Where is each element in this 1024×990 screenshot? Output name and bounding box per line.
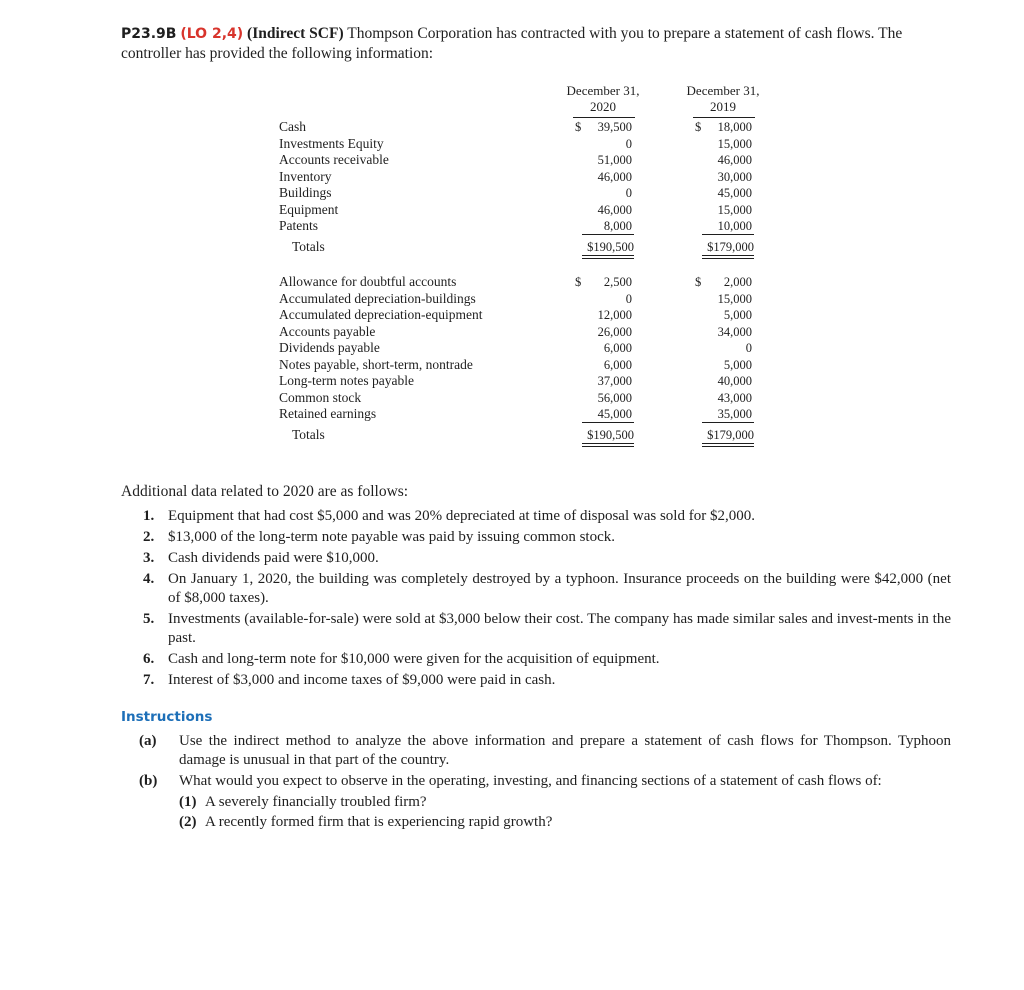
liability-dividends-payable-2019: 0 xyxy=(745,341,752,355)
assets-total-double-line-2019-b xyxy=(702,258,754,259)
liability-notes-short-term-2020: 6,000 xyxy=(603,357,632,372)
column-header-2019-line2: 2019 xyxy=(710,99,736,114)
instruction-b2: (2) A recently formed firm that is experiencing rapid growth? xyxy=(179,814,553,831)
liability-accum-dep-buildings-2020: 0 xyxy=(625,291,632,306)
asset-equipment-2019: 15,000 xyxy=(717,202,752,217)
liability-long-term-notes-2019: 40,000 xyxy=(717,374,752,388)
instruction-b: (b) What would you expect to observe in the operating, investing, and financing sections of a statement of cash flows of: xyxy=(139,772,882,789)
assets-total-double-line-2020-b xyxy=(582,258,634,259)
liability-label-common-stock: Common stock xyxy=(279,389,362,405)
asset-buildings-2019: 45,000 xyxy=(717,186,752,200)
column-header-2019 xyxy=(673,83,773,115)
liability-accounts-payable-2020: 26,000 xyxy=(597,324,632,339)
liability-accum-dep-equipment-2020: 12,000 xyxy=(597,308,632,322)
assets-total-double-line-2019-a xyxy=(702,255,754,256)
liabilities-subtotal-line-2019 xyxy=(702,422,754,423)
additional-data-heading: Additional data related to 2020 are as follows: xyxy=(121,483,409,500)
liability-label-dividends-payable: Dividends payable xyxy=(279,340,380,355)
liabilities-totals-label: Totals xyxy=(292,427,325,442)
liabilities-total-double-line-2020-b xyxy=(582,446,634,447)
additional-item-2: 2. $13,000 of the long-term note payable was paid by issuing common stock. xyxy=(143,529,616,546)
instructions-list xyxy=(139,732,951,832)
assets-total-2020: $190,500 xyxy=(587,240,634,254)
liability-common-stock-2020: 56,000 xyxy=(597,390,632,405)
liabilities-subtotal-line-2020 xyxy=(582,422,634,423)
liability-label-accum-dep-equipment: Accumulated depreciation-equipment xyxy=(279,307,483,322)
asset-label-buildings: Buildings xyxy=(279,185,332,200)
liability-label-allowance: Allowance for doubtful accounts xyxy=(279,274,457,289)
column-header-2020 xyxy=(553,83,653,115)
asset-patents-2020: 8,000 xyxy=(603,219,632,233)
column-header-2019-line1: December 31, xyxy=(686,83,760,98)
additional-item-3: 3. Cash dividends paid were $10,000. xyxy=(143,550,379,567)
liability-label-long-term-notes: Long-term notes payable xyxy=(279,373,414,388)
asset-investments-2020: 0 xyxy=(625,136,632,151)
asset-cash-2019: $ 18,000 xyxy=(695,120,752,134)
liability-dividends-payable-2020: 6,000 xyxy=(603,341,632,355)
additional-item-5: 5. Investments (available-for-sale) were sold at $3,000 below their cost. The company has made similar sales and invest-ments in the past. xyxy=(143,610,951,646)
column-header-2020-underline xyxy=(573,117,635,118)
asset-receivables-2020: 51,000 xyxy=(597,153,632,167)
liability-common-stock-2019: 43,000 xyxy=(717,390,752,405)
liability-accounts-payable-2019: 34,000 xyxy=(717,324,752,339)
column-header-2019-underline xyxy=(693,117,755,118)
asset-cash-2020: $ 39,500 xyxy=(575,120,632,134)
liability-label-accum-dep-buildings: Accumulated depreciation-buildings xyxy=(279,290,476,306)
assets-totals-label: Totals xyxy=(292,239,325,254)
additional-item-7: 7. Interest of $3,000 and income taxes of $9,000 were paid in cash. xyxy=(143,671,556,688)
liability-long-term-notes-2020: 37,000 xyxy=(597,374,632,388)
liability-notes-short-term-2019: 5,000 xyxy=(723,357,752,372)
liability-label-notes-short-term: Notes payable, short-term, nontrade xyxy=(279,356,473,372)
asset-buildings-2020: 0 xyxy=(625,186,632,200)
learning-objective: (LO 2,4) xyxy=(180,26,244,42)
liability-accum-dep-equipment-2019: 5,000 xyxy=(723,308,752,322)
asset-label-cash: Cash xyxy=(279,119,306,134)
additional-item-4: 4. On January 1, 2020, the building was completely destroyed by a typhoon. Insurance proceeds on the building were $42,000 (net of $8,000 taxes). xyxy=(143,571,951,606)
assets-subtotal-line-2019 xyxy=(702,234,754,235)
column-header-2020-line1: December 31, xyxy=(566,83,640,98)
asset-label-receivables: Accounts receivable xyxy=(279,152,389,167)
instruction-b1: (1) A severely financially troubled firm? xyxy=(179,793,427,810)
problem-intro xyxy=(121,24,951,63)
asset-investments-2019: 15,000 xyxy=(717,136,752,151)
liability-label-retained-earnings: Retained earnings xyxy=(279,406,377,421)
asset-label-inventory: Inventory xyxy=(279,168,332,184)
problem-text: Thompson Corporation has contracted with you to prepare a statement of cash flows. The controller has provided the following information: xyxy=(121,25,903,62)
problem-topic: (Indirect SCF) xyxy=(247,25,344,42)
additional-item-6: 6. Cash and long-term note for $10,000 were given for the acquisition of equipment. xyxy=(143,650,660,667)
instructions-heading: Instructions xyxy=(121,709,213,725)
additional-item-1: 1. Equipment that had cost $5,000 and was 20% depreciated at time of disposal was sold for $2,000. xyxy=(143,508,755,524)
assets-subtotal-line-2020 xyxy=(582,234,634,235)
assets-total-2019: $179,000 xyxy=(707,240,754,254)
asset-label-patents: Patents xyxy=(279,218,318,233)
liabilities-total-double-line-2019-a xyxy=(702,443,754,444)
asset-inventory-2019: 30,000 xyxy=(717,169,752,184)
liability-label-accounts-payable: Accounts payable xyxy=(279,323,376,339)
liabilities-total-2019: $179,000 xyxy=(707,428,754,442)
liabilities-total-2020: $190,500 xyxy=(587,428,634,442)
asset-inventory-2020: 46,000 xyxy=(597,169,632,184)
asset-receivables-2019: 46,000 xyxy=(717,153,752,167)
column-header-2020-line2: 2020 xyxy=(590,99,616,114)
liability-retained-earnings-2019: 35,000 xyxy=(717,407,752,421)
liability-accum-dep-buildings-2019: 15,000 xyxy=(717,291,752,306)
liabilities-total-double-line-2020-a xyxy=(582,443,634,444)
additional-data-list xyxy=(143,507,951,692)
liability-retained-earnings-2020: 45,000 xyxy=(597,407,632,421)
assets-total-double-line-2020-a xyxy=(582,255,634,256)
asset-patents-2019: 10,000 xyxy=(717,219,752,233)
asset-equipment-2020: 46,000 xyxy=(597,202,632,217)
liability-allowance-2020: $ 2,500 xyxy=(575,275,632,289)
asset-label-equipment: Equipment xyxy=(279,201,339,217)
asset-label-investments: Investments Equity xyxy=(279,135,384,151)
liabilities-total-double-line-2019-b xyxy=(702,446,754,447)
liability-allowance-2019: $ 2,000 xyxy=(695,275,752,289)
instruction-a: (a) Use the indirect method to analyze the above information and prepare a statement of cash flows for Thompson. Typhoon damage is unusual in that part of the country. xyxy=(139,733,951,768)
problem-id: P23.9B xyxy=(121,26,177,42)
